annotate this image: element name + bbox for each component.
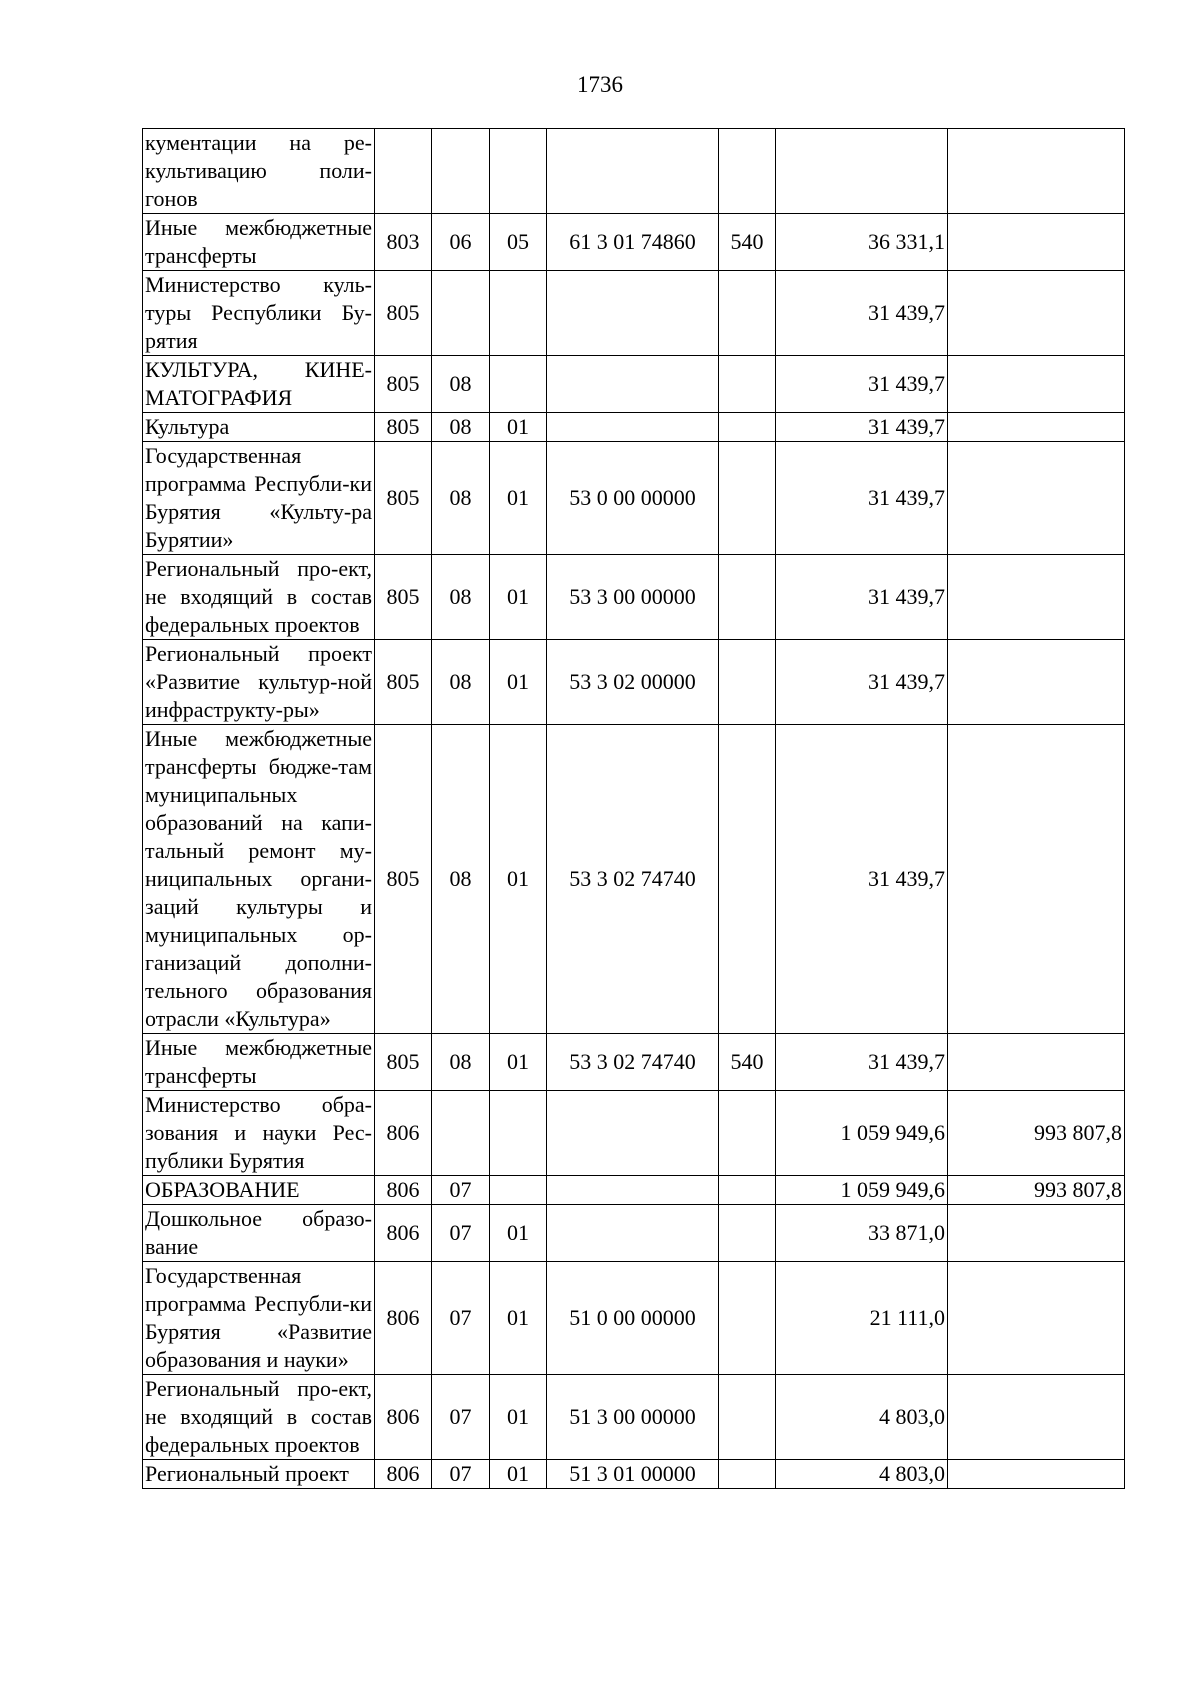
subsection-code-cell bbox=[490, 1091, 547, 1176]
table-row bbox=[143, 1205, 1125, 1262]
target-article-cell: 51 3 01 00000 bbox=[547, 1460, 719, 1489]
target-article-cell: 51 3 00 00000 bbox=[547, 1375, 719, 1460]
amount-cell: 4 803,0 bbox=[776, 1375, 948, 1460]
name-cell: Региональный про-ект, не входящий в состав федеральных проектов bbox=[143, 1375, 375, 1460]
amount-second-cell: 993 807,8 bbox=[948, 1176, 1125, 1205]
section-code-cell: 07 bbox=[432, 1205, 490, 1262]
section-code-cell bbox=[432, 271, 490, 356]
table-row bbox=[143, 1034, 1125, 1091]
table-row bbox=[143, 725, 1125, 1034]
amount-cell: 1 059 949,6 bbox=[776, 1176, 948, 1205]
name-cell: Региональный проект «Развитие культур-ной инфраструкту-ры» bbox=[143, 640, 375, 725]
section-code-cell: 07 bbox=[432, 1460, 490, 1489]
amount-second-cell bbox=[948, 1262, 1125, 1375]
name-cell: Культура bbox=[143, 413, 375, 442]
amount-cell: 21 111,0 bbox=[776, 1262, 948, 1375]
amount-cell: 31 439,7 bbox=[776, 640, 948, 725]
section-code-cell: 08 bbox=[432, 555, 490, 640]
table-row bbox=[143, 640, 1125, 725]
amount-cell: 33 871,0 bbox=[776, 1205, 948, 1262]
expense-type-cell bbox=[719, 725, 776, 1034]
section-code-cell: 08 bbox=[432, 356, 490, 413]
name-cell: ОБРАЗОВАНИЕ bbox=[143, 1176, 375, 1205]
subsection-code-cell: 01 bbox=[490, 640, 547, 725]
name-cell: Государственная программа Республи-ки Бурятия «Культу-ра Бурятии» bbox=[143, 442, 375, 555]
amount-second-cell bbox=[948, 725, 1125, 1034]
section-code-cell: 07 bbox=[432, 1375, 490, 1460]
amount-second-cell bbox=[948, 129, 1125, 214]
subsection-code-cell bbox=[490, 129, 547, 214]
expense-type-cell bbox=[719, 271, 776, 356]
ministry-code-cell: 805 bbox=[375, 555, 432, 640]
table-row bbox=[143, 356, 1125, 413]
ministry-code-cell: 805 bbox=[375, 1034, 432, 1091]
subsection-code-cell: 01 bbox=[490, 1375, 547, 1460]
amount-second-cell: 993 807,8 bbox=[948, 1091, 1125, 1176]
table-row bbox=[143, 1375, 1125, 1460]
table-row bbox=[143, 271, 1125, 356]
ministry-code-cell: 805 bbox=[375, 640, 432, 725]
ministry-code-cell: 803 bbox=[375, 214, 432, 271]
name-cell: Региональный проект bbox=[143, 1460, 375, 1489]
target-article-cell bbox=[547, 1205, 719, 1262]
amount-second-cell bbox=[948, 555, 1125, 640]
amount-second-cell bbox=[948, 442, 1125, 555]
expense-type-cell bbox=[719, 1091, 776, 1176]
section-code-cell: 08 bbox=[432, 725, 490, 1034]
expense-type-cell bbox=[719, 129, 776, 214]
name-cell: КУЛЬТУРА, КИНЕ-МАТОГРАФИЯ bbox=[143, 356, 375, 413]
table-row bbox=[143, 1460, 1125, 1489]
ministry-code-cell: 805 bbox=[375, 725, 432, 1034]
amount-second-cell bbox=[948, 1034, 1125, 1091]
ministry-code-cell: 805 bbox=[375, 356, 432, 413]
section-code-cell: 06 bbox=[432, 214, 490, 271]
section-code-cell: 07 bbox=[432, 1262, 490, 1375]
amount-cell: 31 439,7 bbox=[776, 555, 948, 640]
amount-second-cell bbox=[948, 271, 1125, 356]
amount-cell bbox=[776, 129, 948, 214]
subsection-code-cell: 01 bbox=[490, 1205, 547, 1262]
expense-type-cell bbox=[719, 555, 776, 640]
table-row bbox=[143, 1176, 1125, 1205]
amount-cell: 31 439,7 bbox=[776, 413, 948, 442]
amount-cell: 31 439,7 bbox=[776, 442, 948, 555]
subsection-code-cell: 01 bbox=[490, 1034, 547, 1091]
subsection-code-cell bbox=[490, 271, 547, 356]
target-article-cell: 51 0 00 00000 bbox=[547, 1262, 719, 1375]
ministry-code-cell: 806 bbox=[375, 1262, 432, 1375]
section-code-cell: 07 bbox=[432, 1176, 490, 1205]
target-article-cell: 53 3 02 74740 bbox=[547, 725, 719, 1034]
table-row bbox=[143, 413, 1125, 442]
ministry-code-cell: 806 bbox=[375, 1091, 432, 1176]
expense-type-cell bbox=[719, 413, 776, 442]
ministry-code-cell: 806 bbox=[375, 1460, 432, 1489]
subsection-code-cell bbox=[490, 356, 547, 413]
name-cell: Иные межбюджетные трансферты bbox=[143, 1034, 375, 1091]
amount-cell: 31 439,7 bbox=[776, 271, 948, 356]
section-code-cell: 08 bbox=[432, 640, 490, 725]
target-article-cell: 53 0 00 00000 bbox=[547, 442, 719, 555]
expense-type-cell bbox=[719, 1262, 776, 1375]
amount-cell: 31 439,7 bbox=[776, 1034, 948, 1091]
ministry-code-cell: 806 bbox=[375, 1375, 432, 1460]
ministry-code-cell: 806 bbox=[375, 1205, 432, 1262]
amount-cell: 31 439,7 bbox=[776, 725, 948, 1034]
page-number: 1736 bbox=[577, 72, 623, 97]
amount-second-cell bbox=[948, 1460, 1125, 1489]
target-article-cell: 53 3 02 74740 bbox=[547, 1034, 719, 1091]
expense-type-cell bbox=[719, 1205, 776, 1262]
ministry-code-cell: 805 bbox=[375, 271, 432, 356]
target-article-cell: 53 3 00 00000 bbox=[547, 555, 719, 640]
expense-type-cell bbox=[719, 1176, 776, 1205]
ministry-code-cell: 805 bbox=[375, 442, 432, 555]
amount-cell: 31 439,7 bbox=[776, 356, 948, 413]
target-article-cell: 61 3 01 74860 bbox=[547, 214, 719, 271]
section-code-cell: 08 bbox=[432, 442, 490, 555]
expense-type-cell bbox=[719, 1375, 776, 1460]
subsection-code-cell: 01 bbox=[490, 442, 547, 555]
expense-type-cell bbox=[719, 442, 776, 555]
amount-second-cell bbox=[948, 1205, 1125, 1262]
target-article-cell: 53 3 02 00000 bbox=[547, 640, 719, 725]
section-code-cell: 08 bbox=[432, 1034, 490, 1091]
ministry-code-cell bbox=[375, 129, 432, 214]
expense-type-cell bbox=[719, 640, 776, 725]
name-cell: Министерство обра-зования и науки Рес-публики Бурятия bbox=[143, 1091, 375, 1176]
ministry-code-cell: 806 bbox=[375, 1176, 432, 1205]
amount-second-cell bbox=[948, 214, 1125, 271]
amount-cell: 4 803,0 bbox=[776, 1460, 948, 1489]
table-row bbox=[143, 214, 1125, 271]
name-cell: Иные межбюджетные трансферты бюдже-там муниципальных образований на капи-тальный ремонт му-ниципальных органи-заций культуры и муниципальных ор-ганизаций дополни-тельного образования отрасли «Культура» bbox=[143, 725, 375, 1034]
subsection-code-cell bbox=[490, 1176, 547, 1205]
budget-table bbox=[142, 128, 1125, 1489]
section-code-cell: 08 bbox=[432, 413, 490, 442]
subsection-code-cell: 01 bbox=[490, 413, 547, 442]
amount-cell: 1 059 949,6 bbox=[776, 1091, 948, 1176]
amount-second-cell bbox=[948, 413, 1125, 442]
name-cell: Министерство куль-туры Республики Бу-рятия bbox=[143, 271, 375, 356]
amount-second-cell bbox=[948, 356, 1125, 413]
target-article-cell bbox=[547, 1176, 719, 1205]
section-code-cell bbox=[432, 129, 490, 214]
table-body bbox=[143, 129, 1125, 1489]
expense-type-cell bbox=[719, 1460, 776, 1489]
ministry-code-cell: 805 bbox=[375, 413, 432, 442]
subsection-code-cell: 01 bbox=[490, 1460, 547, 1489]
target-article-cell bbox=[547, 129, 719, 214]
name-cell: Иные межбюджетные трансферты bbox=[143, 214, 375, 271]
table-row bbox=[143, 1091, 1125, 1176]
amount-cell: 36 331,1 bbox=[776, 214, 948, 271]
expense-type-cell bbox=[719, 356, 776, 413]
subsection-code-cell: 01 bbox=[490, 725, 547, 1034]
section-code-cell bbox=[432, 1091, 490, 1176]
name-cell: Государственная программа Республи-ки Бурятия «Развитие образования и науки» bbox=[143, 1262, 375, 1375]
name-cell: Региональный про-ект, не входящий в состав федеральных проектов bbox=[143, 555, 375, 640]
name-cell: кументации на ре-культивацию поли-гонов bbox=[143, 129, 375, 214]
target-article-cell bbox=[547, 356, 719, 413]
target-article-cell bbox=[547, 271, 719, 356]
table-row bbox=[143, 555, 1125, 640]
table-row bbox=[143, 1262, 1125, 1375]
target-article-cell bbox=[547, 413, 719, 442]
table-row bbox=[143, 129, 1125, 214]
target-article-cell bbox=[547, 1091, 719, 1176]
amount-second-cell bbox=[948, 1375, 1125, 1460]
subsection-code-cell: 01 bbox=[490, 1262, 547, 1375]
subsection-code-cell: 05 bbox=[490, 214, 547, 271]
subsection-code-cell: 01 bbox=[490, 555, 547, 640]
amount-second-cell bbox=[948, 640, 1125, 725]
expense-type-cell: 540 bbox=[719, 1034, 776, 1091]
table-row bbox=[143, 442, 1125, 555]
expense-type-cell: 540 bbox=[719, 214, 776, 271]
name-cell: Дошкольное образо-вание bbox=[143, 1205, 375, 1262]
